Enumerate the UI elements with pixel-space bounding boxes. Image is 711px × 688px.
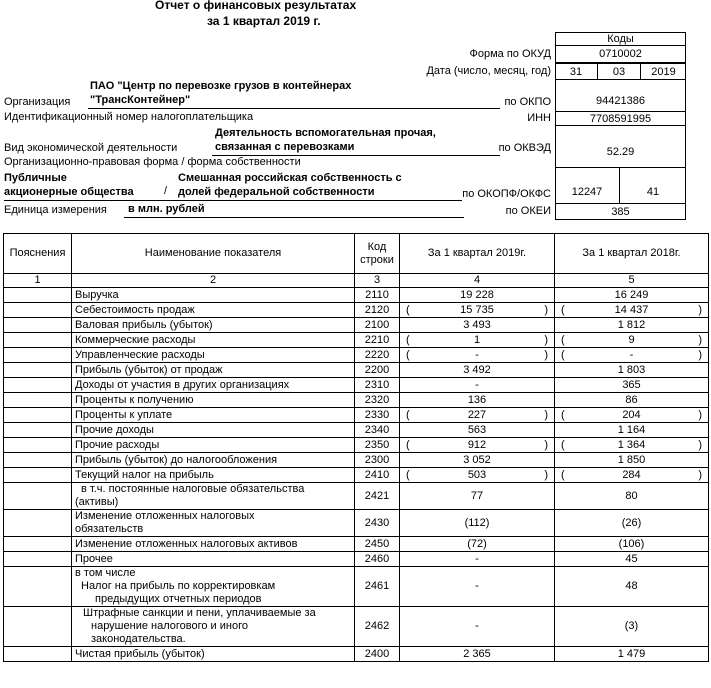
paren-open: ( [406, 348, 410, 361]
row-name-text: Прочие расходы [75, 438, 160, 451]
row-name [72, 453, 355, 468]
value-2018 [555, 552, 709, 567]
table-row [4, 393, 709, 408]
row-note [4, 318, 72, 333]
row-code: 2110 [355, 288, 400, 303]
value-2019 [400, 647, 555, 662]
value-text: 1 164 [617, 423, 646, 436]
okud-label: Форма по ОКУД [469, 48, 551, 60]
row-code: 2460 [355, 552, 400, 567]
okei-value: 385 [611, 206, 630, 218]
row-code: 2461 [355, 567, 400, 607]
row-name [72, 483, 355, 510]
paren-close: ) [698, 303, 702, 316]
table-row [4, 288, 709, 303]
col-header-code: Код строки [355, 234, 400, 274]
paren-open: ( [406, 333, 410, 346]
okud-value: 0710002 [555, 46, 686, 64]
col-header-name: Наименование показателя [72, 234, 355, 274]
value-2019 [400, 567, 555, 607]
row-name-line: в том числе [75, 567, 136, 579]
row-note [4, 537, 72, 552]
value-2019 [400, 483, 555, 510]
value-text: (106) [618, 537, 645, 550]
value-text: 16 249 [614, 288, 649, 301]
value-text: 136 [467, 393, 487, 406]
value-2019 [400, 468, 555, 483]
row-name-line: Изменение отложенных налоговых [75, 510, 255, 522]
paren-close: ) [698, 333, 702, 346]
org-label: Организация [4, 96, 71, 108]
col-header-2018: За 1 квартал 2018г. [555, 234, 709, 274]
value-2019 [400, 363, 555, 378]
row-name-text: Текущий налог на прибыль [75, 468, 214, 481]
paren-open: ( [406, 468, 410, 481]
value-text: 284 [622, 468, 641, 481]
okved-value: 52.29 [555, 126, 686, 168]
table-row [4, 408, 709, 423]
value-text: 15 735 [460, 303, 494, 316]
row-note [4, 393, 72, 408]
unit-underline [124, 217, 464, 218]
row-code: 2320 [355, 393, 400, 408]
row-name [72, 423, 355, 438]
value-text: 86 [625, 393, 638, 406]
row-note [4, 378, 72, 393]
value-text: 3 493 [463, 318, 491, 331]
value-2018 [555, 363, 709, 378]
paren-close: ) [544, 438, 548, 451]
value-2018 [555, 453, 709, 468]
row-name-line: обязательств [75, 523, 144, 535]
table-row [4, 378, 709, 393]
financial-results-table [3, 233, 709, 662]
row-code: 2120 [355, 303, 400, 318]
date-month: 03 [598, 64, 641, 80]
value-2019 [400, 423, 555, 438]
paren-close: ) [544, 468, 548, 481]
row-name-text: Валовая прибыль (убыток) [75, 318, 213, 331]
value-2019 [400, 438, 555, 453]
value-2018 [555, 303, 709, 318]
row-note [4, 483, 72, 510]
col-number-5: 5 [555, 274, 709, 288]
row-note [4, 607, 72, 647]
paren-close: ) [698, 468, 702, 481]
col-number-2: 2 [72, 274, 355, 288]
value-2019 [400, 303, 555, 318]
row-note [4, 567, 72, 607]
row-note [4, 303, 72, 318]
inn-label: ИНН [527, 112, 551, 124]
paren-close: ) [544, 333, 548, 346]
value-2018 [555, 408, 709, 423]
paren-open: ( [561, 348, 565, 361]
row-code: 2200 [355, 363, 400, 378]
col-number-1: 1 [4, 274, 72, 288]
row-name-text: Прочие доходы [75, 423, 154, 436]
value-2019 [400, 393, 555, 408]
value-2018 [555, 468, 709, 483]
row-code: 2100 [355, 318, 400, 333]
row-code: 2450 [355, 537, 400, 552]
report-period: за 1 квартал 2019 г. [207, 14, 321, 28]
value-2019 [400, 408, 555, 423]
activity-line1: Деятельность вспомогательная прочая, [215, 127, 436, 139]
row-name-text: Прибыль (убыток) от продаж [75, 363, 223, 376]
org-name-line2: "ТрансКонтейнер" [90, 94, 191, 106]
value-2019 [400, 318, 555, 333]
date-day: 31 [555, 64, 598, 80]
value-2018 [555, 378, 709, 393]
row-code: 2350 [355, 438, 400, 453]
paren-open: ( [561, 333, 565, 346]
value-2019 [400, 607, 555, 647]
value-text: 227 [467, 408, 487, 421]
value-text: 1 [473, 333, 481, 346]
table-row [4, 537, 709, 552]
value-text: 1 803 [617, 363, 646, 376]
row-name-text: Выручка [75, 288, 119, 301]
codes-header: Коды [555, 32, 686, 46]
value-text: 9 [628, 333, 635, 346]
col-number-3: 3 [355, 274, 400, 288]
value-text: 80 [625, 489, 638, 502]
table-row [4, 363, 709, 378]
row-name [72, 408, 355, 423]
value-2018 [555, 567, 709, 607]
table-row [4, 510, 709, 537]
row-name-text: Доходы от участия в других организациях [75, 378, 290, 391]
row-name-line: (активы) [75, 496, 119, 508]
okei-label: по ОКЕИ [505, 205, 551, 217]
report-title: Отчет о финансовых результатах [155, 0, 357, 12]
row-name-text: Управленческие расходы [75, 348, 205, 361]
value-text: 3 052 [463, 453, 491, 466]
value-2018 [555, 288, 709, 303]
ownership-line2: долей федеральной собственности [178, 186, 375, 198]
okved-label: по ОКВЭД [498, 142, 551, 154]
value-2018 [555, 483, 709, 510]
row-name [72, 288, 355, 303]
row-name [72, 510, 355, 537]
value-2018 [555, 510, 709, 537]
row-name-text: Проценты к получению [75, 393, 194, 406]
value-text: 204 [622, 408, 641, 421]
value-2018 [555, 537, 709, 552]
value-2018 [555, 333, 709, 348]
value-text: 912 [467, 438, 487, 451]
row-code: 2330 [355, 408, 400, 423]
row-name-line: предыдущих отчетных периодов [95, 593, 262, 605]
row-name-text: Изменение отложенных налоговых активов [75, 537, 298, 550]
row-name [72, 438, 355, 453]
row-code: 2400 [355, 647, 400, 662]
table-row [4, 348, 709, 363]
row-note [4, 552, 72, 567]
row-name [72, 318, 355, 333]
row-note [4, 333, 72, 348]
value-text: (72) [467, 537, 487, 550]
org-name-line1: ПАО "Центр по перевозке грузов в контейнерах [90, 80, 352, 92]
row-name [72, 348, 355, 363]
row-note [4, 288, 72, 303]
row-note [4, 438, 72, 453]
row-name [72, 647, 355, 662]
row-name-text: Проценты к уплате [75, 408, 173, 421]
paren-close: ) [544, 408, 548, 421]
row-code: 2300 [355, 453, 400, 468]
value-text: 1 364 [617, 438, 646, 451]
row-code: 2430 [355, 510, 400, 537]
paren-close: ) [698, 348, 702, 361]
row-name-line: в т.ч. постоянные налоговые обязательства [81, 483, 305, 495]
value-text: 365 [622, 378, 641, 391]
paren-open: ( [561, 468, 565, 481]
legal-form-line1: Публичные [4, 172, 67, 184]
legal-form-underline [4, 200, 462, 201]
value-text: 77 [470, 489, 484, 502]
okopf-value: 12247 [555, 168, 620, 204]
row-code: 2421 [355, 483, 400, 510]
activity-label: Вид экономической деятельности [4, 142, 178, 154]
date-label: Дата (число, месяц, год) [426, 65, 551, 77]
row-name-line: нарушение налогового и иного [91, 620, 248, 632]
row-code: 2210 [355, 333, 400, 348]
row-note [4, 348, 72, 363]
org-underline [88, 108, 500, 109]
okfs-value: 41 [620, 168, 686, 204]
row-code: 2340 [355, 423, 400, 438]
row-name-line: Штрафные санкции и пени, уплачиваемые за [83, 607, 316, 619]
row-code: 2310 [355, 378, 400, 393]
row-note [4, 408, 72, 423]
value-2018 [555, 318, 709, 333]
value-text: 503 [467, 468, 487, 481]
value-2018 [555, 438, 709, 453]
table-row [4, 483, 709, 510]
value-text: (26) [621, 516, 642, 529]
row-name-text: Себестоимость продаж [75, 303, 195, 316]
value-2018 [555, 348, 709, 363]
okpo-label: по ОКПО [504, 96, 551, 108]
value-text: - [475, 620, 479, 632]
row-name-line: Налог на прибыль по корректировкам [81, 580, 276, 592]
legal-form-line2: акционерные общества [4, 186, 134, 198]
value-text: 3 492 [463, 363, 491, 376]
value-2019 [400, 348, 555, 363]
ownership-line1: Смешанная российская собственность с [178, 172, 402, 184]
value-text: - [475, 348, 479, 361]
unit-value: в млн. рублей [128, 203, 205, 215]
table-row [4, 318, 709, 333]
value-2018 [555, 607, 709, 647]
value-text: - [475, 580, 479, 592]
value-text: 14 437 [614, 303, 649, 316]
row-name [72, 333, 355, 348]
row-name [72, 552, 355, 567]
value-text: (112) [464, 516, 490, 529]
value-2018 [555, 393, 709, 408]
value-text: 1 812 [617, 318, 646, 331]
table-row [4, 647, 709, 662]
row-note [4, 647, 72, 662]
value-2019 [400, 333, 555, 348]
legal-form-slash: / [164, 185, 168, 197]
value-2018 [555, 647, 709, 662]
paren-close: ) [698, 408, 702, 421]
value-text: 563 [467, 423, 487, 436]
table-row [4, 453, 709, 468]
paren-open: ( [561, 438, 565, 451]
row-name-text: Прочее [75, 552, 113, 565]
table-row [4, 607, 709, 647]
table-row [4, 438, 709, 453]
table-row [4, 468, 709, 483]
row-name-line: законодательства. [91, 633, 186, 645]
unit-label: Единица измерения [4, 204, 107, 216]
date-year: 2019 [641, 64, 686, 80]
row-name-text: Чистая прибыль (убыток) [75, 647, 205, 660]
row-name [72, 363, 355, 378]
value-text: 19 228 [460, 288, 494, 301]
value-text: 45 [625, 552, 638, 565]
inn-value: 7708591995 [555, 112, 686, 126]
col-header-2019: За 1 квартал 2019г. [400, 234, 555, 274]
row-name [72, 607, 355, 647]
paren-open: ( [406, 408, 410, 421]
paren-close: ) [698, 438, 702, 451]
value-text: 1 850 [617, 453, 646, 466]
row-code: 2462 [355, 607, 400, 647]
row-name [72, 303, 355, 318]
paren-open: ( [561, 303, 565, 316]
row-name [72, 468, 355, 483]
col-number-4: 4 [400, 274, 555, 288]
value-2019 [400, 288, 555, 303]
paren-close: ) [544, 348, 548, 361]
row-name [72, 567, 355, 607]
row-name-text: Коммерческие расходы [75, 333, 196, 346]
row-note [4, 453, 72, 468]
okopf-label: по ОКОПФ/ОКФС [462, 188, 551, 200]
value-2019 [400, 378, 555, 393]
row-note [4, 363, 72, 378]
okpo-value: 94421386 [555, 80, 686, 112]
paren-open: ( [561, 408, 565, 421]
table-row [4, 423, 709, 438]
activity-line2: связанная с перевозками [215, 141, 355, 153]
row-code: 2220 [355, 348, 400, 363]
row-code: 2410 [355, 468, 400, 483]
value-text: - [629, 348, 634, 361]
value-2018 [555, 423, 709, 438]
value-2019 [400, 552, 555, 567]
row-note [4, 510, 72, 537]
value-2019 [400, 510, 555, 537]
paren-close: ) [544, 303, 548, 316]
value-text: - [475, 552, 479, 565]
value-text: 48 [625, 580, 638, 592]
table-row [4, 552, 709, 567]
row-note [4, 468, 72, 483]
value-text: 2 365 [463, 647, 491, 660]
inn-caption: Идентификационный номер налогоплательщика [4, 111, 254, 123]
table-row [4, 567, 709, 607]
table-row [4, 303, 709, 318]
value-text: 1 479 [617, 647, 646, 660]
paren-open: ( [406, 303, 410, 316]
table-row [4, 333, 709, 348]
col-header-notes: Пояснения [4, 234, 72, 274]
value-text: - [475, 378, 479, 391]
row-note [4, 423, 72, 438]
paren-open: ( [406, 438, 410, 451]
row-name [72, 393, 355, 408]
value-2019 [400, 537, 555, 552]
legal-form-label: Организационно-правовая форма / форма собственности [4, 156, 301, 168]
value-text: (3) [624, 620, 639, 632]
row-name [72, 537, 355, 552]
row-name-text: Прибыль (убыток) до налогообложения [75, 453, 278, 466]
row-name [72, 378, 355, 393]
value-2019 [400, 453, 555, 468]
